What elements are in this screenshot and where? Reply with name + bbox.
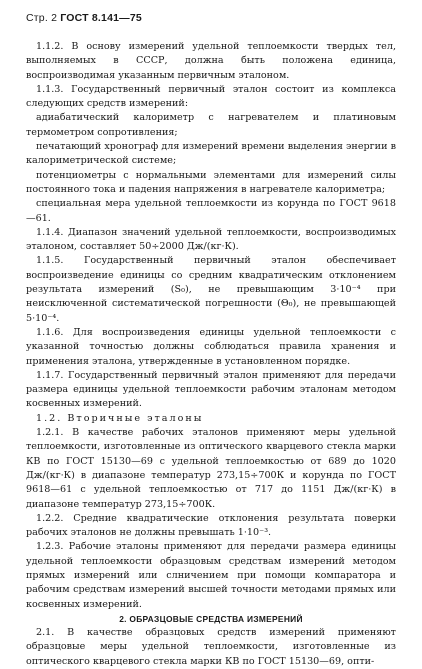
paragraph-1-1-4: 1.1.4. Диапазон значений удельной теплоемкости, воспроизводимых эталоном, составляет 50÷2000 Дж/(кг·К). xyxy=(26,226,396,253)
page-header xyxy=(26,12,142,24)
section-heading-2: 2. ОБРАЗЦОВЫЕ СРЕДСТВА ИЗМЕРЕНИЙ xyxy=(119,613,303,624)
paragraph-1-2-3: 1.2.3. Рабочие эталоны применяют для передачи размера единицы удельной теплоемкости образцовым средствам измерений методом прямых измерений или слничением при помощи компаратора и рабочим средствам измерений высшей точности методами прямых или косвенных измерений. xyxy=(26,541,396,610)
list-item-calorimeter: адиабатический калориметр с нагревателем и платиновым термометром сопротивления; xyxy=(26,112,396,138)
paragraph-1-2-1: 1.2.1. В качестве рабочих эталонов применяют меры удельной теплоемкости, изготовленные из оптического кварцевого стекла марки КВ по ГОСТ 15130—69 с удельной теплоемкостью от 689 до 1020 Дж/(кг·К) в диапазоне температур 273,15÷700К и корунда по ГОСТ 9618—61 с удельной теплоемкостью от 717 до 1151 Дж/(кг·К) в диапазоне температур 273,15÷700К. xyxy=(26,427,396,510)
paragraph-1-1-7: 1.1.7. Государственный первичный эталон применяют для передачи размера единицы удельной теплоемкости рабочим эталонам методом косвенных измерений. xyxy=(26,369,396,410)
list-item-corundum-measure: специальная мера удельной теплоемкости из корунда по ГОСТ 9618—61. xyxy=(26,198,396,224)
paragraph-1-1-2: 1.1.2. В основу измерений удельной теплоемкости твердых тел, выполняемых в СССР, должна быть положена единица, воспроизводимая указанным первичным эталоном. xyxy=(26,41,396,81)
list-item-chronograph: печатающий хронограф для измерений времени выделения энергии в калориметрической системе; xyxy=(26,141,396,167)
standard-code: ГОСТ 8.141—75 xyxy=(60,12,142,24)
paragraph-1-1-6: 1.1.6. Для воспроизведения единицы удельной теплоемкости с указанной точностью должны соблюдаться правила хранения и применения эталона, утвержденные в установленном порядке. xyxy=(26,326,396,367)
list-item-potentiometers: потенциометры с нормальными элементами для измерений силы постоянного тока и падения напряжения в нагревателе калориметра; xyxy=(26,169,396,195)
document-body xyxy=(26,40,396,669)
subsection-heading-1-2: 1.2. Вторичные эталоны xyxy=(36,412,204,424)
page-number: Стр. 2 xyxy=(26,12,58,24)
paragraph-1-1-5: 1.1.5. Государственный первичный эталон обеспечивает воспроизведение единицы со средним квадратическим отклонением результата измерений (S₀), не превышающим 3·10⁻⁴ при неисключенной систематической погрешности (Θ₀), не превышающей 5·10⁻⁴. xyxy=(26,255,396,324)
paragraph-1-2-2: 1.2.2. Средние квадратические отклонения результата поверки рабочих эталонов не должны превышать 1·10⁻³. xyxy=(26,512,396,539)
paragraph-1-1-3: 1.1.3. Государственный первичный эталон состоит из комплекса следующих средств измерений: xyxy=(26,83,396,110)
paragraph-2-1: 2.1. В качестве образцовых средств измерений применяют образцовые меры удельной теплоемкости, изготовленные из оптического кварцевого стекла марки КВ по ГОСТ 15130—69, опти- xyxy=(26,627,396,667)
